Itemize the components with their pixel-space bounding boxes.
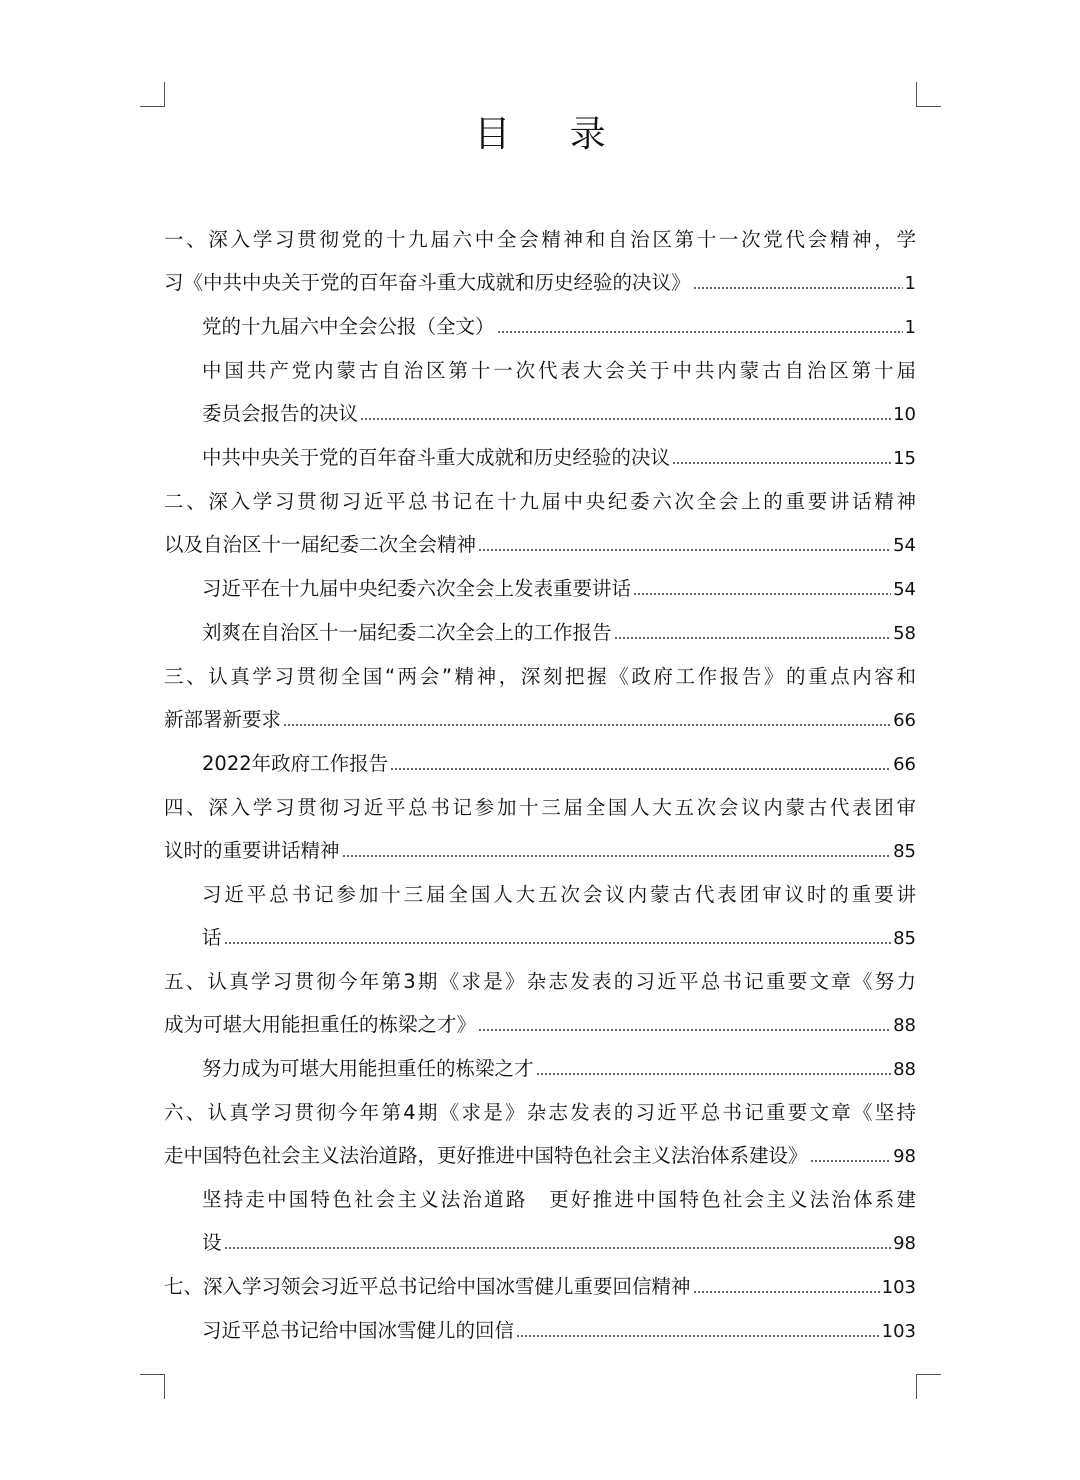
toc-subentry[interactable] (164, 1178, 916, 1265)
toc-entry-title: 新部署新要求 (164, 708, 282, 731)
page-number: 85 (893, 841, 916, 862)
toc-entry-title-line: 习近平总书记参加十三届全国人大五次会议内蒙古代表团审议时的重要讲 (202, 883, 916, 906)
toc-entry-line (202, 611, 916, 655)
toc-entry-line (164, 829, 916, 873)
toc-entry-line (202, 1309, 916, 1353)
dot-leader (810, 1160, 892, 1162)
page-number: 1 (904, 317, 916, 338)
toc-entry-line (164, 1003, 916, 1047)
toc-section-entry[interactable] (164, 786, 916, 873)
toc-entry-line (202, 916, 916, 960)
page-number: 103 (881, 1321, 916, 1342)
toc-entry-title: 议时的重要讲话精神 (164, 839, 340, 862)
toc-section-entry[interactable] (164, 960, 916, 1047)
page-number: 66 (893, 754, 916, 775)
toc-section-entry[interactable] (164, 655, 916, 742)
dot-leader (672, 462, 891, 464)
toc-section-entry[interactable] (164, 218, 916, 305)
dot-leader (478, 549, 891, 551)
toc-entry-line (164, 1265, 916, 1309)
toc-entry-line (164, 261, 916, 305)
page-number: 66 (893, 710, 916, 731)
toc-entry-line (202, 1221, 916, 1265)
crop-mark-bottom-right (916, 1374, 941, 1399)
toc-entry-title: 成为可堪大用能担重任的栋梁之才》 (164, 1013, 477, 1036)
toc-section-entry[interactable] (164, 480, 916, 567)
page-number: 98 (893, 1233, 916, 1254)
toc-entry-title-line: 坚持走中国特色社会主义法治道路 更好推进中国特色社会主义法治体系建 (202, 1188, 916, 1211)
toc-entry-title: 努力成为可堪大用能担重任的栋梁之才 (202, 1057, 534, 1080)
dot-leader (614, 637, 892, 639)
toc-entry-line (202, 392, 916, 436)
toc-entry-title: 以及自治区十一届纪委二次全会精神 (164, 533, 477, 556)
toc-subentry[interactable] (164, 1309, 916, 1353)
toc-entry-title-line: 一、深入学习贯彻党的十九届六中全会精神和自治区第十一次党代会精神，学 (164, 228, 916, 251)
page-number: 54 (893, 535, 916, 556)
dot-leader (516, 1335, 880, 1337)
toc-section-entry[interactable] (164, 1265, 916, 1309)
toc-entry-title-line: 五、认真学习贯彻今年第3期《求是》杂志发表的习近平总书记重要文章《努力 (164, 970, 916, 993)
toc-entry-title: 七、深入学习领会习近平总书记给中国冰雪健儿重要回信精神 (164, 1275, 691, 1298)
toc-entry-title-line: 四、深入学习贯彻习近平总书记参加十三届全国人大五次会议内蒙古代表团审 (164, 796, 916, 819)
dot-leader (478, 1029, 891, 1031)
crop-mark-top-right (916, 82, 941, 107)
toc-section-entry[interactable] (164, 1091, 916, 1178)
dot-leader (224, 942, 892, 944)
page-number: 88 (893, 1015, 916, 1036)
toc-entry-title-line: 二、深入学习贯彻习近平总书记在十九届中央纪委六次全会上的重要讲话精神 (164, 490, 916, 513)
dot-leader (497, 331, 903, 333)
toc-entry-title: 设 (202, 1231, 222, 1254)
dot-leader (390, 768, 891, 770)
page-number: 10 (893, 404, 916, 425)
toc-subentry[interactable] (164, 349, 916, 436)
toc-entry-line (164, 1134, 916, 1178)
toc-entry-title-line: 六、认真学习贯彻今年第4期《求是》杂志发表的习近平总书记重要文章《坚持 (164, 1101, 916, 1124)
toc-entry-title: 习《中共中央关于党的百年奋斗重大成就和历史经验的决议》 (164, 271, 691, 294)
dot-leader (536, 1073, 892, 1075)
page-number: 85 (893, 928, 916, 949)
toc-entry-title: 话 (202, 926, 222, 949)
dot-leader (224, 1247, 892, 1249)
page-number: 88 (893, 1059, 916, 1080)
toc-entry-title: 走中国特色社会主义法治道路，更好推进中国特色社会主义法治体系建设》 (164, 1144, 808, 1167)
toc-entry-title: 习近平在十九届中央纪委六次全会上发表重要讲话 (202, 577, 632, 600)
table-of-contents (164, 218, 916, 1353)
crop-mark-bottom-left (140, 1374, 165, 1399)
dot-leader (360, 418, 891, 420)
dot-leader (342, 855, 892, 857)
page-number: 58 (893, 623, 916, 644)
toc-entry-line (202, 742, 916, 786)
page-number: 98 (893, 1146, 916, 1167)
toc-entry-line (202, 305, 916, 349)
toc-entry-title-line: 三、认真学习贯彻全国“两会”精神，深刻把握《政府工作报告》的重点内容和 (164, 665, 916, 688)
toc-entry-title: 习近平总书记给中国冰雪健儿的回信 (202, 1319, 515, 1342)
dot-leader (693, 1291, 880, 1293)
page-number: 1 (904, 273, 916, 294)
toc-entry-title-line: 中国共产党内蒙古自治区第十一次代表大会关于中共内蒙古自治区第十届 (202, 359, 916, 382)
toc-subentry[interactable] (164, 873, 916, 960)
dot-leader (693, 287, 903, 289)
toc-subentry[interactable] (164, 1047, 916, 1091)
crop-mark-top-left (140, 82, 165, 107)
toc-subentry[interactable] (164, 436, 916, 480)
toc-entry-title: 中共中央关于党的百年奋斗重大成就和历史经验的决议 (202, 446, 671, 469)
toc-subentry[interactable] (164, 611, 916, 655)
dot-leader (633, 593, 891, 595)
toc-entry-title: 委员会报告的决议 (202, 402, 359, 425)
toc-entry-line (202, 1047, 916, 1091)
page-title: 目 录 (474, 114, 630, 155)
toc-subentry[interactable] (164, 305, 916, 349)
toc-entry-line (164, 523, 916, 567)
toc-entry-title: 2022年政府工作报告 (202, 752, 389, 775)
toc-entry-title: 刘爽在自治区十一届纪委二次全会上的工作报告 (202, 621, 612, 644)
dot-leader (283, 724, 891, 726)
toc-entry-title: 党的十九届六中全会公报（全文） (202, 315, 495, 338)
toc-entry-line (164, 698, 916, 742)
toc-entry-line (202, 436, 916, 480)
page-number: 15 (893, 448, 916, 469)
page-number: 103 (881, 1277, 916, 1298)
toc-subentry[interactable] (164, 567, 916, 611)
toc-subentry[interactable] (164, 742, 916, 786)
toc-entry-line (202, 567, 916, 611)
page-number: 54 (893, 579, 916, 600)
